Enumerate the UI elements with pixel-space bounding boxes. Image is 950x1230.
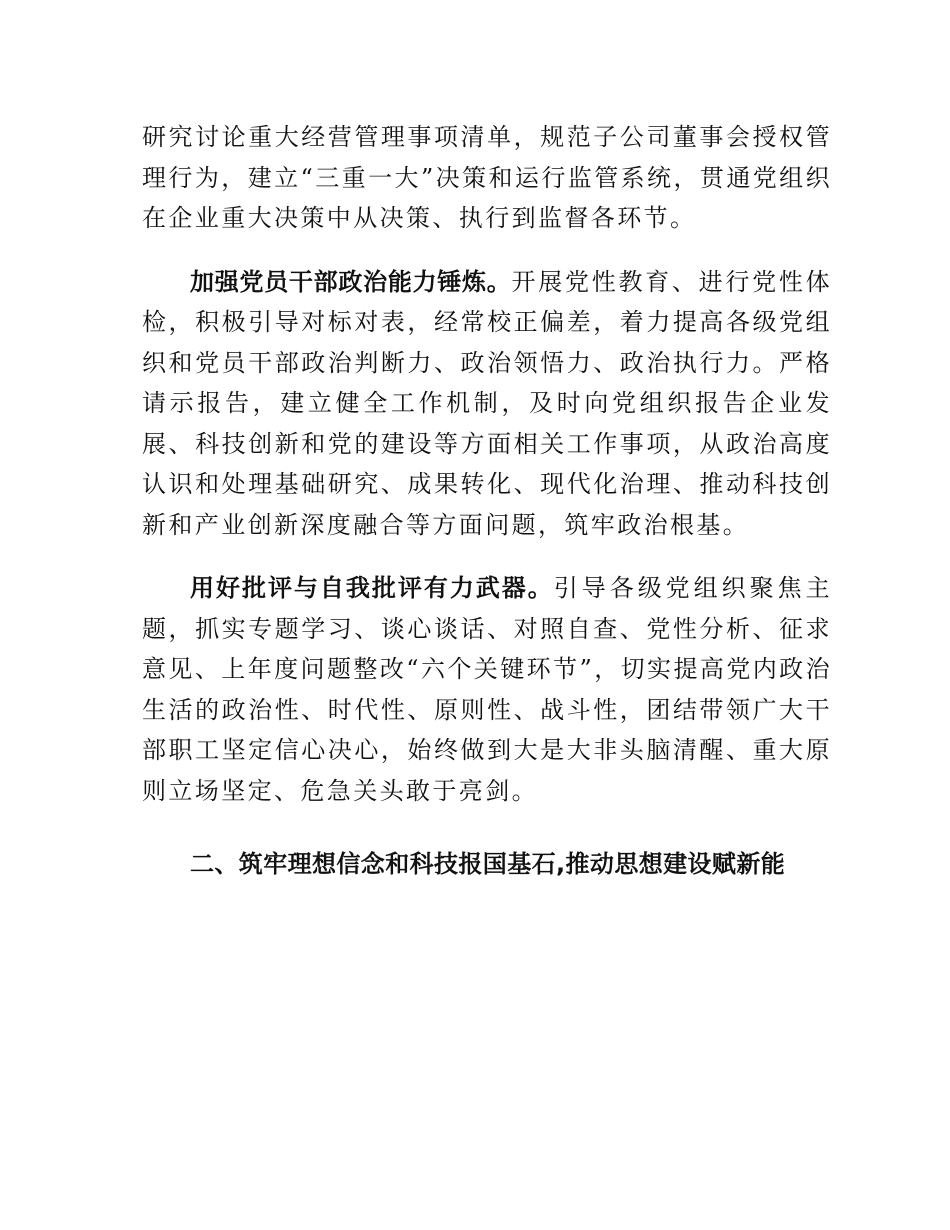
paragraph-continuation [142, 117, 832, 239]
paragraph-body: 研究讨论重大经营管理事项清单，规范子公司董事会授权管理行为，建立“三重一大”决策和运行监管系统，贯通党组织在企业重大决策中从决策、执行到监督各环节。 [142, 123, 832, 232]
paragraph-political-ability [142, 262, 832, 546]
document-page [142, 117, 832, 884]
paragraph-lead-heading: 加强党员干部政治能力锤炼。 [190, 267, 512, 296]
section-heading: 二、筑牢理想信念和科技报国基石,推动思想建设赋新能 [190, 850, 786, 878]
paragraph-body: 引导各级党组织聚焦主题，抓实专题学习、谈心谈话、对照自查、党性分析、征求意见、上年度问题整改“六个关键环节”，切实提高党内政治生活的政治性、时代性、原则性、战斗性，团结带领广大干部职工坚定信心决心，始终做到大是大非头脑清醒、重大原则立场坚定、危急关头敢于亮剑。 [142, 574, 832, 805]
paragraph-body: 开展党性教育、进行党性体检，积极引导对标对表，经常校正偏差，着力提高各级党组织和党员干部政治判断力、政治领悟力、政治执行力。严格请示报告，建立健全工作机制，及时向党组织报告企业发展、科技创新和党的建设等方面相关工作事项，从政治高度认识和处理基础研究、成果转化、现代化治理、推动科技创新和产业创新深度融合等方面问题，筑牢政治根基。 [142, 267, 832, 539]
paragraph-criticism [142, 568, 832, 811]
paragraph-lead-heading: 用好批评与自我批评有力武器。 [190, 574, 554, 602]
